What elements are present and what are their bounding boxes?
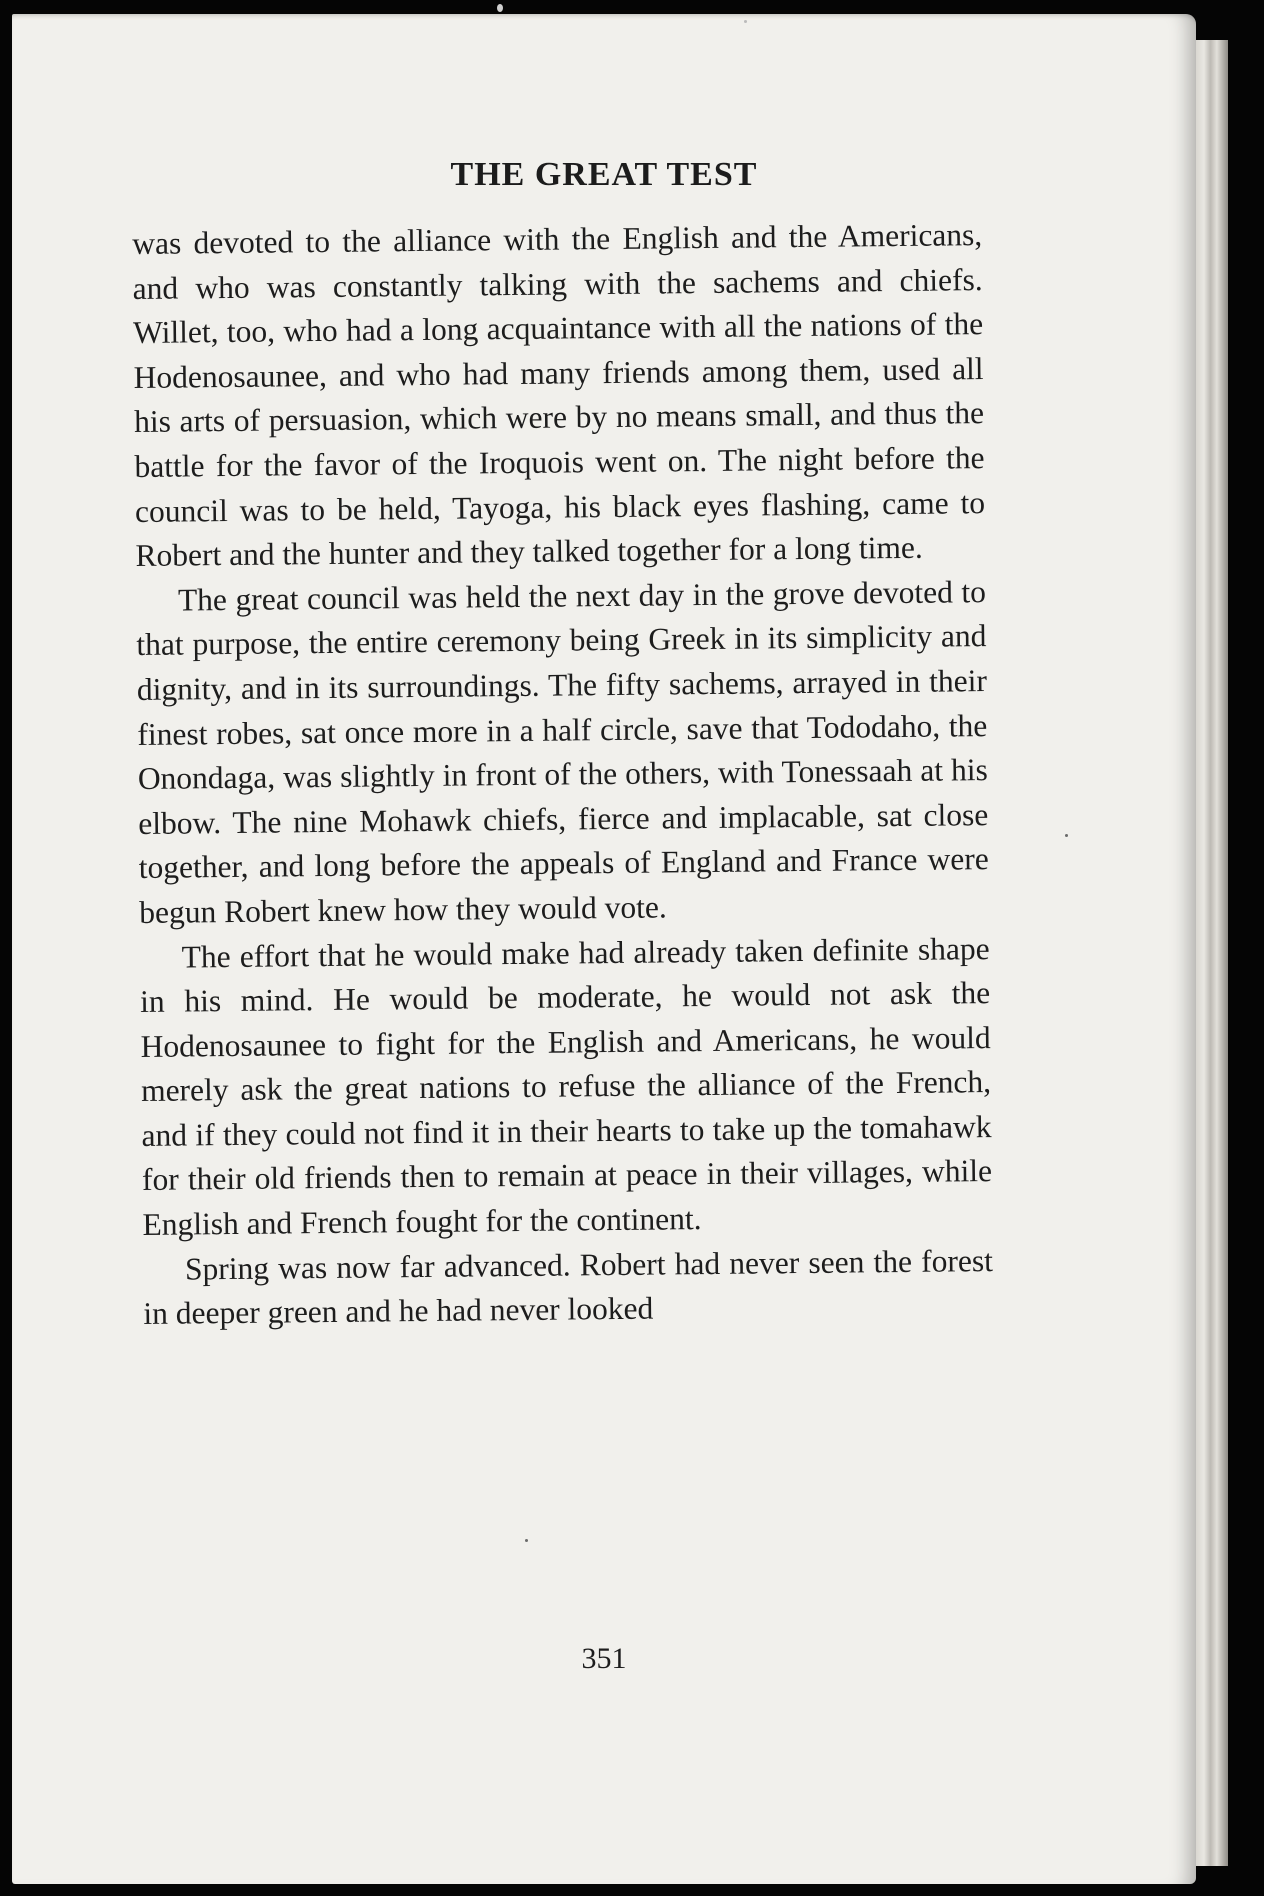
paper-sheet	[12, 14, 1196, 1884]
running-head: THE GREAT TEST	[450, 156, 758, 193]
paragraph-spring: Spring was now far advanced. Robert had never seen the forest in deeper green and he had never looked	[143, 1242, 994, 1332]
page-edge-shadow	[1196, 40, 1228, 1866]
dust-speck	[744, 20, 747, 23]
page-number: 351	[581, 1642, 627, 1675]
paragraph-council: The great council was held the next day in the grove devoted to that purpose, the entire ceremony being Greek in its simplicity and dignity, and in its surroundings. The fifty sachems, arrayed in their finest robes, sat once more in a half circle, save that Tododaho, the Onondaga, was slightly in front of the others, with Tonessaah at his elbow. The nine Mohawk chiefs, fierce and implacable, sat close together, and long before the appeals of England and France were begun Robert knew how they would vote.	[136, 573, 989, 930]
dust-speck	[1065, 834, 1068, 837]
paragraph-continued: was devoted to the alliance with the English and the Americans, and who was constantly talking with the sachems and chiefs. Willet, too, who had a long acquaintance with all the nations of the Hodenosaunee, and who had many friends among them, used all his arts of persuasion, which were by no means small, and thus the battle for the favor of the Iroquois went on. The night before the council was to be held, Tayoga, his black eyes flashing, came to Robert and the hunter and they talked together for a long time.	[132, 217, 986, 574]
dust-speck	[525, 1539, 528, 1542]
dust-speck	[497, 4, 503, 12]
body-text	[132, 213, 994, 1337]
paragraph-effort: The effort that he would make had already taken definite shape in his mind. He would be moderate, he would not ask the Hodenosaunee to fight for the English and Americans, he would merely ask the great nations to refuse the alliance of the French, and if they could not find it in their hearts to take up the tomahawk for their old friends then to remain at peace in their villages, while English and French fought for the continent.	[139, 930, 993, 1243]
